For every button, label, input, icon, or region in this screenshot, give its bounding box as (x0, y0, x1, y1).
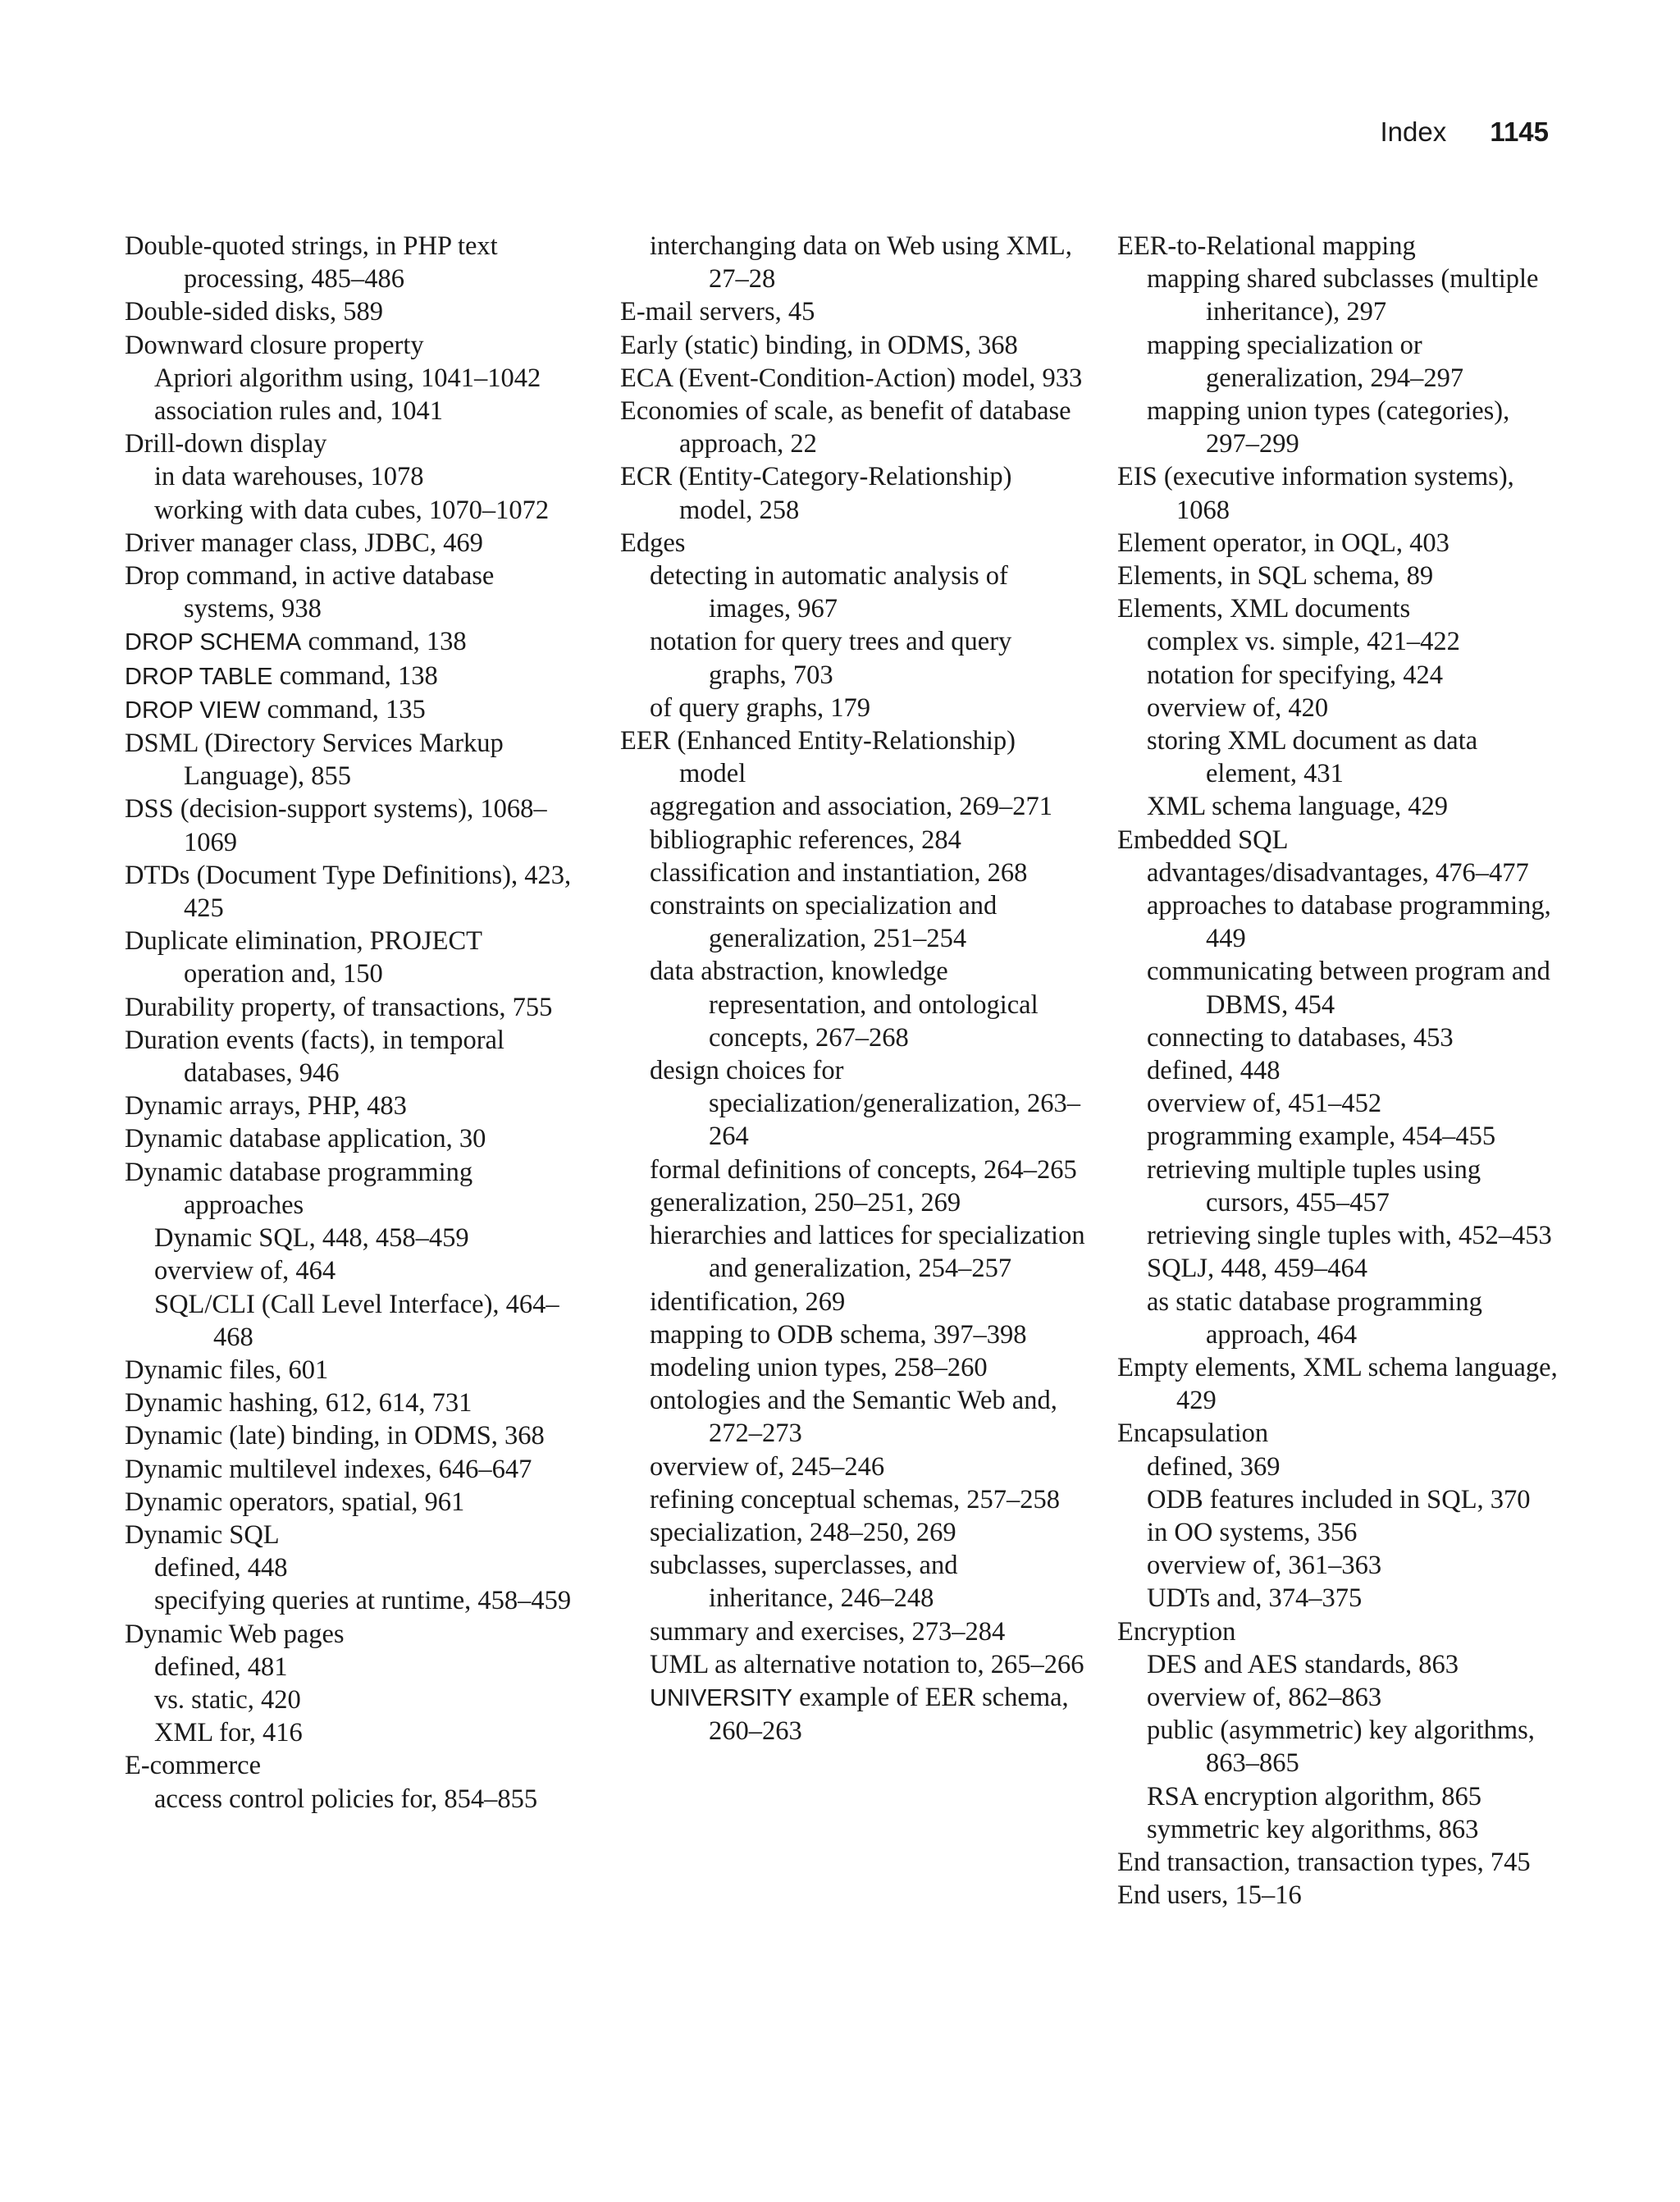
index-text: defined, 448 (1147, 1056, 1281, 1086)
index-text: design choices for specialization/generalization, 263–264 (650, 1056, 1081, 1152)
index-subentry (1117, 1450, 1560, 1483)
index-subentry (125, 460, 584, 493)
index-subentry (1117, 1681, 1560, 1714)
index-entry (125, 1749, 584, 1782)
index-text: Embedded SQL (1117, 825, 1289, 855)
index-subentry (1117, 1549, 1560, 1582)
index-text: Dynamic database programming approaches (125, 1157, 473, 1220)
index-subentry (125, 1222, 584, 1254)
index-subentry (1117, 329, 1560, 395)
index-text: Dynamic multilevel indexes, 646–647 (125, 1454, 532, 1484)
index-entry (125, 1090, 584, 1122)
index-entry (620, 362, 1088, 395)
index-text: summary and exercises, 273–284 (650, 1616, 1006, 1647)
index-entry (125, 329, 584, 362)
index-subentry (1117, 1648, 1560, 1681)
index-text: interchanging data on Web using XML, 27–28 (650, 231, 1072, 295)
index-text: notation for specifying, 424 (1147, 660, 1444, 690)
index-text: complex vs. simple, 421–422 (1147, 627, 1460, 657)
index-text: data abstraction, knowledge representation, and ontological concepts, 267–268 (650, 957, 1039, 1053)
index-subentry (620, 625, 1088, 691)
index-text: ECR (Entity-Category-Relationship) model, 258 (620, 462, 1012, 525)
index-subentry (620, 889, 1088, 955)
index-text: Empty elements, XML schema language, 429 (1117, 1352, 1558, 1416)
index-term-code: DROP VIEW (125, 697, 261, 724)
index-text: retrieving multiple tuples using cursors, 455–457 (1147, 1154, 1481, 1217)
index-text: Dynamic Web pages (125, 1619, 345, 1649)
index-entry (125, 693, 584, 727)
index-text: refining conceptual schemas, 257–258 (650, 1484, 1060, 1514)
index-text: overview of, 420 (1147, 692, 1329, 723)
index-entry (1117, 460, 1560, 526)
index-subentry (620, 1549, 1088, 1615)
index-text: retrieving single tuples with, 452–453 (1147, 1221, 1552, 1251)
index-text: Dynamic SQL (125, 1519, 280, 1550)
index-text: advantages/disadvantages, 476–477 (1147, 857, 1529, 888)
index-entry (125, 625, 584, 659)
index-entry (1117, 1846, 1560, 1879)
index-text: overview of, 245–246 (650, 1451, 885, 1482)
index-subentry (1117, 659, 1560, 692)
index-term-code: DROP TABLE (125, 663, 273, 690)
index-text: in data warehouses, 1078 (154, 462, 424, 492)
index-subentry (1117, 395, 1560, 460)
index-text: Dynamic arrays, PHP, 483 (125, 1091, 407, 1122)
index-subentry (1117, 857, 1560, 889)
index-subentry (620, 1384, 1088, 1450)
index-text: End transaction, transaction types, 745 (1117, 1847, 1531, 1877)
index-text: Drop command, in active database systems, 938 (125, 561, 495, 624)
index-text: UDTs and, 374–375 (1147, 1583, 1363, 1614)
index-text: Double-quoted strings, in PHP text processing, 485–486 (125, 231, 498, 295)
index-entry (125, 427, 584, 460)
index-entry (125, 230, 584, 295)
index-subentry (620, 1681, 1088, 1747)
index-text: Driver manager class, JDBC, 469 (125, 528, 483, 558)
index-subentry (1117, 955, 1560, 1021)
index-subentry (1117, 790, 1560, 823)
index-entry (125, 925, 584, 990)
index-subentry (620, 1450, 1088, 1483)
index-text: Drill-down display (125, 429, 327, 459)
index-text: ontologies and the Semantic Web and, 272–273 (650, 1386, 1057, 1449)
index-subentry (125, 1683, 584, 1716)
index-subentry (1117, 724, 1560, 790)
index-subentry (1117, 1021, 1560, 1054)
index-subentry (620, 1615, 1088, 1648)
index-text: symmetric key algorithms, 863 (1147, 1814, 1479, 1844)
index-subentry (1117, 1516, 1560, 1549)
index-subentry (125, 494, 584, 527)
index-entry (125, 295, 584, 328)
index-text: storing XML document as data element, 431 (1147, 726, 1478, 789)
index-text: Early (static) binding, in ODMS, 368 (620, 330, 1018, 360)
index-text: specifying queries at runtime, 458–459 (154, 1586, 572, 1616)
index-entry (1117, 1879, 1560, 1912)
index-entry (125, 991, 584, 1024)
index-subentry (620, 1648, 1088, 1681)
index-subentry (620, 1154, 1088, 1186)
index-text: XML for, 416 (154, 1718, 303, 1748)
index-text: overview of, 451–452 (1147, 1089, 1382, 1119)
index-subentry (125, 1716, 584, 1749)
index-text: classification and instantiation, 268 (650, 857, 1028, 888)
index-subentry (1117, 692, 1560, 724)
page-number: 1145 (1490, 116, 1549, 147)
index-entry (1117, 1417, 1560, 1450)
index-text: Economies of scale, as benefit of database approach, 22 (620, 396, 1071, 459)
index-text: Downward closure property (125, 330, 424, 360)
index-entry (125, 1618, 584, 1651)
index-text: EIS (executive information systems), 1068 (1117, 462, 1514, 525)
index-text: mapping union types (categories), 297–299 (1147, 396, 1510, 459)
index-subentry (1117, 1483, 1560, 1516)
index-term-code: DROP SCHEMA (125, 629, 302, 656)
section-title: Index (1380, 116, 1447, 147)
index-text: hierarchies and lattices for specialization and generalization, 254–257 (650, 1221, 1085, 1284)
index-entry (620, 724, 1088, 790)
index-entry (1117, 560, 1560, 592)
index-text: XML schema language, 429 (1147, 792, 1449, 822)
index-text: Elements, in SQL schema, 89 (1117, 561, 1434, 592)
index-text: Encapsulation (1117, 1419, 1269, 1449)
index-text: communicating between program and DBMS, 454 (1147, 957, 1550, 1020)
index-text: E-mail servers, 45 (620, 297, 815, 327)
index-text: subclasses, superclasses, and inheritance, 246–248 (650, 1551, 958, 1614)
index-text: Encryption (1117, 1616, 1236, 1647)
index-subentry (125, 395, 584, 427)
index-entry (1117, 824, 1560, 857)
index-text: identification, 269 (650, 1286, 846, 1317)
index-subentry (125, 1551, 584, 1584)
index-text: Dynamic hashing, 612, 614, 731 (125, 1388, 472, 1419)
index-text: connecting to databases, 453 (1147, 1022, 1454, 1053)
index-entry (620, 295, 1088, 328)
index-entry (125, 1419, 584, 1452)
index-text: public (asymmetric) key algorithms, 863–865 (1147, 1715, 1535, 1779)
index-entry (620, 527, 1088, 560)
index-subentry (125, 362, 584, 395)
index-subentry (125, 1584, 584, 1617)
index-text: overview of, 361–363 (1147, 1551, 1382, 1581)
index-entry (125, 660, 584, 693)
index-entry (1117, 527, 1560, 560)
index-text: mapping to ODB schema, 397–398 (650, 1319, 1027, 1350)
index-text: programming example, 454–455 (1147, 1122, 1496, 1152)
index-text: mapping specialization or generalization, 294–297 (1147, 330, 1464, 393)
index-text: E-commerce (125, 1751, 262, 1781)
index-text: EER (Enhanced Entity-Relationship) model (620, 726, 1016, 789)
index-text: Duration events (facts), in temporal databases, 946 (125, 1025, 504, 1089)
index-subentry (1117, 1780, 1560, 1813)
index-text: constraints on specialization and generalization, 251–254 (650, 891, 998, 954)
index-text: Duplicate elimination, PROJECT operation and, 150 (125, 926, 482, 989)
index-text: Dynamic SQL, 448, 458–459 (154, 1223, 469, 1254)
index-text: EER-to-Relational mapping (1117, 231, 1416, 261)
index-text: Element operator, in OQL, 403 (1117, 528, 1449, 558)
index-text: ECA (Event-Condition-Action) model, 933 (620, 363, 1083, 393)
index-subentry (1117, 1087, 1560, 1120)
index-subentry (620, 790, 1088, 823)
index-text: SQLJ, 448, 459–464 (1147, 1254, 1368, 1284)
index-entry (125, 1453, 584, 1486)
index-text: command, 135 (260, 694, 426, 724)
index-subentry (1117, 889, 1560, 955)
index-entry (125, 727, 584, 793)
index-text: Edges (620, 528, 686, 558)
index-entry (125, 1024, 584, 1090)
index-subentry (1117, 1813, 1560, 1846)
index-text: notation for query trees and query graphs, 703 (650, 627, 1012, 690)
index-text: bibliographic references, 284 (650, 825, 961, 855)
index-text: Elements, XML documents (1117, 594, 1411, 624)
index-subentry (125, 1783, 584, 1816)
index-text: DSML (Directory Services Markup Language), 855 (125, 729, 504, 792)
index-column-1 (125, 230, 584, 1816)
index-text: Dynamic database application, 30 (125, 1124, 486, 1154)
index-text: of query graphs, 179 (650, 692, 870, 723)
index-subentry (1117, 1219, 1560, 1252)
index-text: example of EER schema, 260–263 (709, 1682, 1069, 1747)
index-text: command, 138 (301, 627, 467, 657)
index-subentry (125, 1288, 584, 1354)
index-subentry (620, 1186, 1088, 1219)
index-subentry (125, 1651, 584, 1683)
index-subentry (125, 1254, 584, 1287)
index-text: Dynamic (late) binding, in ODMS, 368 (125, 1421, 545, 1451)
index-text: overview of, 862–863 (1147, 1682, 1382, 1712)
index-entry (1117, 1615, 1560, 1648)
index-entry (125, 1354, 584, 1387)
index-entry (620, 460, 1088, 526)
index-subentry (1117, 1054, 1560, 1087)
index-subentry (620, 560, 1088, 625)
index-entry (125, 527, 584, 560)
index-column-2 (620, 230, 1088, 1747)
index-text: aggregation and association, 269–271 (650, 792, 1052, 822)
index-subentry (620, 824, 1088, 857)
index-text: generalization, 250–251, 269 (650, 1187, 961, 1217)
index-text: DES and AES standards, 863 (1147, 1649, 1459, 1679)
index-entry (125, 859, 584, 925)
index-text: DTDs (Document Type Definitions), 423, 425 (125, 860, 572, 924)
index-text: DSS (decision-support systems), 1068–1069 (125, 794, 547, 857)
index-text: ODB features included in SQL, 370 (1147, 1484, 1531, 1514)
index-text: mapping shared subclasses (multiple inheritance), 297 (1147, 264, 1539, 327)
index-subentry (1117, 1120, 1560, 1153)
index-text: RSA encryption algorithm, 865 (1147, 1781, 1482, 1811)
index-text: Durability property, of transactions, 755 (125, 992, 553, 1022)
index-subentry (620, 1318, 1088, 1351)
index-text: specialization, 248–250, 269 (650, 1517, 956, 1547)
index-text: overview of, 464 (154, 1256, 336, 1286)
index-text: approaches to database programming, 449 (1147, 891, 1551, 954)
index-subentry (620, 1483, 1088, 1516)
index-text: as static database programming approach, 464 (1147, 1286, 1482, 1350)
index-text: SQL/CLI (Call Level Interface), 464–468 (154, 1289, 559, 1352)
index-subentry (1117, 1286, 1560, 1351)
index-entry (125, 1486, 584, 1519)
index-entry (620, 329, 1088, 362)
index-entry (125, 1156, 584, 1222)
index-subentry (620, 692, 1088, 724)
index-text: formal definitions of concepts, 264–265 (650, 1154, 1077, 1185)
index-subentry (1117, 263, 1560, 328)
index-text: in OO systems, 356 (1147, 1517, 1358, 1547)
index-term-code: UNIVERSITY (650, 1684, 793, 1711)
index-subentry (620, 230, 1088, 295)
index-subentry (1117, 1582, 1560, 1615)
index-entry (125, 1122, 584, 1155)
index-subentry (620, 1516, 1088, 1549)
index-subentry (620, 1286, 1088, 1318)
index-text: vs. static, 420 (154, 1684, 301, 1715)
index-entry (1117, 230, 1560, 263)
index-subentry (620, 857, 1088, 889)
index-subentry (1117, 1714, 1560, 1779)
index-text: Dynamic operators, spatial, 961 (125, 1487, 465, 1517)
index-subentry (620, 955, 1088, 1054)
index-text: modeling union types, 258–260 (650, 1352, 988, 1382)
index-entry (1117, 1351, 1560, 1417)
index-subentry (1117, 625, 1560, 658)
index-text: access control policies for, 854–855 (154, 1784, 538, 1814)
index-text: defined, 481 (154, 1652, 288, 1682)
index-text: Dynamic files, 601 (125, 1355, 329, 1385)
index-subentry (620, 1351, 1088, 1384)
index-text: association rules and, 1041 (154, 396, 444, 427)
index-entry (620, 395, 1088, 460)
index-subentry (620, 1219, 1088, 1285)
index-entry (1117, 592, 1560, 625)
running-head (1381, 116, 1550, 148)
index-entry (125, 1387, 584, 1419)
index-text: defined, 369 (1147, 1451, 1281, 1482)
index-subentry (1117, 1154, 1560, 1219)
index-text: working with data cubes, 1070–1072 (154, 495, 550, 525)
index-entry (125, 1519, 584, 1551)
index-text: Apriori algorithm using, 1041–1042 (154, 363, 541, 393)
index-column-3 (1117, 230, 1560, 1912)
index-subentry (1117, 1252, 1560, 1285)
index-text: detecting in automatic analysis of images, 967 (650, 561, 1008, 624)
index-text: defined, 448 (154, 1553, 288, 1583)
index-subentry (620, 1054, 1088, 1154)
index-text: UML as alternative notation to, 265–266 (650, 1649, 1084, 1679)
index-text: Double-sided disks, 589 (125, 297, 384, 327)
index-text: End users, 15–16 (1117, 1880, 1302, 1911)
index-text: command, 138 (272, 660, 438, 691)
index-entry (125, 793, 584, 858)
index-entry (125, 560, 584, 625)
